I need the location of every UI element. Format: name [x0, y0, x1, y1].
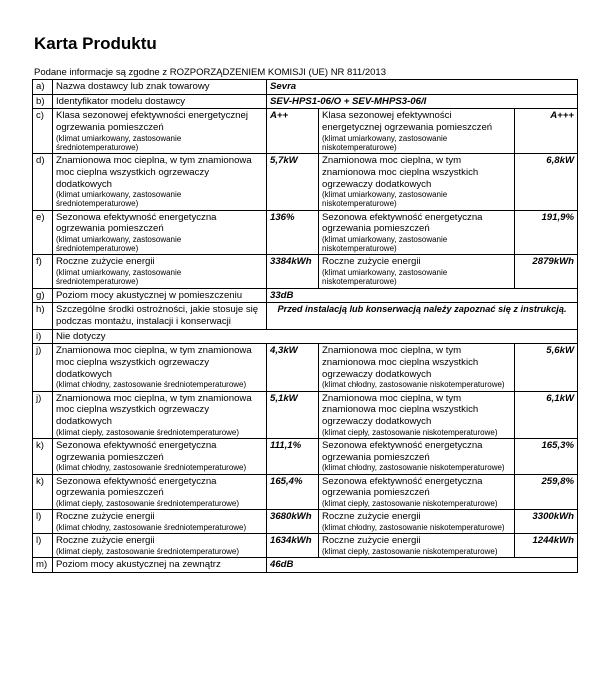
row-letter: e) — [33, 210, 53, 255]
row-label-low-temp — [319, 391, 515, 438]
row-label — [53, 510, 267, 534]
row-label-note: (klimat ciepły, zastosowanie średniotemperaturowe) — [56, 546, 240, 556]
row-value: SEV-HPS1-06/O + SEV-MHPS3-06/I — [267, 94, 578, 109]
row-label-low-temp — [319, 109, 515, 154]
row-letter: h) — [33, 303, 53, 329]
row-letter: m) — [33, 557, 53, 572]
row-label-note: (klimat chłodny, zastosowanie średniotemperaturowe) — [56, 463, 247, 473]
row-label-note: (klimat umiarkowany, zastosowanie niskotemperaturowe) — [322, 133, 448, 152]
row-label-text: Roczne zużycie energii — [322, 511, 421, 523]
row-label-low-temp — [319, 438, 515, 474]
row-label-low-temp — [319, 474, 515, 510]
table-row — [33, 557, 578, 572]
table-row — [33, 288, 578, 303]
row-label-text: Sezonowa efektywność energetyczna ogrzewania pomieszczeń — [56, 211, 217, 235]
table-row — [33, 329, 578, 344]
row-letter: b) — [33, 94, 53, 109]
row-label-text: Sezonowa efektywność energetyczna ogrzewania pomieszczeń — [322, 439, 483, 463]
row-value: 165,4% — [267, 474, 319, 510]
row-value: A++ — [267, 109, 319, 154]
row-value: Sevra — [267, 80, 578, 95]
row-label-note: (klimat ciepły, zastosowanie niskotemperaturowe) — [322, 546, 498, 556]
row-value: 46dB — [267, 557, 578, 572]
row-value-low-temp: 1244kWh — [515, 534, 578, 558]
row-value-low-temp: 191,9% — [515, 210, 578, 255]
table-row — [33, 391, 578, 438]
row-label — [53, 344, 267, 391]
table-row — [33, 210, 578, 255]
table-row — [33, 534, 578, 558]
row-label-text: Roczne zużycie energii — [322, 535, 421, 547]
table-row — [33, 109, 578, 154]
row-letter: k) — [33, 438, 53, 474]
row-label-text: Roczne zużycie energii — [56, 511, 155, 523]
row-letter: j) — [33, 344, 53, 391]
product-sheet-table — [32, 79, 578, 573]
row-label-note: (klimat ciepły, zastosowanie średniotemperaturowe) — [56, 427, 240, 437]
row-label-note: (klimat chłodny, zastosowanie średniotemperaturowe) — [56, 380, 247, 390]
row-label: Szczególne środki ostrożności, jakie stosuje się podczas montażu, instalacji i konserwacji — [53, 303, 267, 329]
row-label — [53, 438, 267, 474]
table-row — [33, 255, 578, 288]
row-label-note: (klimat chłodny, zastosowanie niskotemperaturowe) — [322, 522, 505, 532]
row-label-text: Sezonowa efektywność energetyczna ogrzewania pomieszczeń — [322, 211, 483, 235]
row-label-note: (klimat umiarkowany, zastosowanie średniotemperaturowe) — [56, 133, 182, 152]
row-label-note: (klimat umiarkowany, zastosowanie średniotemperaturowe) — [56, 235, 182, 254]
row-value: 3384kWh — [267, 255, 319, 288]
row-label-note: (klimat chłodny, zastosowanie niskotemperaturowe) — [322, 463, 505, 473]
row-label-note: (klimat ciepły, zastosowanie niskotemperaturowe) — [322, 498, 498, 508]
row-label-text: Klasa sezonowej efektywności energetycznej ogrzewania pomieszczeń — [322, 110, 493, 134]
row-label-note: (klimat chłodny, zastosowanie niskotemperaturowe) — [322, 380, 505, 390]
row-label-low-temp — [319, 154, 515, 210]
row-label-note: (klimat chłodny, zastosowanie średniotemperaturowe) — [56, 522, 247, 532]
row-label-text: Roczne zużycie energii — [56, 256, 155, 268]
row-value: 136% — [267, 210, 319, 255]
row-value: Przed instalacją lub konserwacją należy zapoznać się z instrukcją. — [267, 303, 578, 329]
row-value: 3680kWh — [267, 510, 319, 534]
row-label-low-temp — [319, 255, 515, 288]
row-value: 33dB — [267, 288, 578, 303]
row-label-text: Znamionowa moc cieplna, w tym znamionowa moc cieplna wszystkich ogrzewaczy dodatkowych — [322, 392, 479, 428]
row-label — [53, 210, 267, 255]
row-letter: c) — [33, 109, 53, 154]
row-letter: l) — [33, 510, 53, 534]
row-label: Poziom mocy akustycznej w pomieszczeniu — [53, 288, 267, 303]
row-label-note: (klimat umiarkowany, zastosowanie niskotemperaturowe) — [322, 268, 448, 287]
row-value-low-temp: 165,3% — [515, 438, 578, 474]
row-label-text: Znamionowa moc cieplna, w tym znamionowa moc cieplna wszystkich ogrzewaczy dodatkowych — [56, 155, 252, 190]
row-letter: k) — [33, 474, 53, 510]
row-letter: f) — [33, 255, 53, 288]
row-value: 5,7kW — [267, 154, 319, 210]
row-label-note: (klimat umiarkowany, zastosowanie niskotemperaturowe) — [322, 190, 448, 209]
row-label — [53, 109, 267, 154]
row-letter: j) — [33, 391, 53, 438]
row-label: Nie dotyczy — [53, 329, 578, 344]
row-letter: a) — [33, 80, 53, 95]
row-label-text: Znamionowa moc cieplna, w tym znamionowa moc cieplna wszystkich ogrzewaczy dodatkowych — [322, 155, 479, 190]
row-label-text: Sezonowa efektywność energetyczna ogrzewania pomieszczeń — [322, 475, 483, 499]
row-value-low-temp: 6,8kW — [515, 154, 578, 210]
row-value: 5,1kW — [267, 391, 319, 438]
table-row — [33, 344, 578, 391]
row-label-low-temp — [319, 210, 515, 255]
row-label-note: (klimat ciepły, zastosowanie średniotemperaturowe) — [56, 498, 240, 508]
row-label-note: (klimat ciepły, zastosowanie niskotemperaturowe) — [322, 427, 498, 437]
regulation-note: Podane informacje są zgodne z ROZPORZĄDZENIEM KOMISJI (UE) NR 811/2013 — [34, 67, 386, 78]
row-label-low-temp — [319, 534, 515, 558]
row-label-text: Znamionowa moc cieplna, w tym znamionowa moc cieplna wszystkich ogrzewaczy dodatkowych — [56, 392, 252, 428]
row-value-low-temp: 3300kWh — [515, 510, 578, 534]
row-label — [53, 534, 267, 558]
row-label: Poziom mocy akustycznej na zewnątrz — [53, 557, 267, 572]
row-label-text: Znamionowa moc cieplna, w tym znamionowa moc cieplna wszystkich ogrzewaczy dodatkowych — [322, 345, 479, 380]
row-label: Nazwa dostawcy lub znak towarowy — [53, 80, 267, 95]
row-letter: i) — [33, 329, 53, 344]
row-value-low-temp: A+++ — [515, 109, 578, 154]
table-row — [33, 474, 578, 510]
row-label-text: Sezonowa efektywność energetyczna ogrzewania pomieszczeń — [56, 475, 217, 499]
row-label-low-temp — [319, 344, 515, 391]
row-label — [53, 154, 267, 210]
row-value-low-temp: 2879kWh — [515, 255, 578, 288]
row-label-text: Klasa sezonowej efektywności energetycznej ogrzewania pomieszczeń — [56, 110, 248, 134]
row-letter: g) — [33, 288, 53, 303]
row-label — [53, 474, 267, 510]
table-row — [33, 303, 578, 329]
row-value-low-temp: 5,6kW — [515, 344, 578, 391]
row-label-note: (klimat umiarkowany, zastosowanie niskotemperaturowe) — [322, 235, 448, 254]
table-row — [33, 154, 578, 210]
row-label-low-temp — [319, 510, 515, 534]
row-letter: l) — [33, 534, 53, 558]
row-label-note: (klimat umiarkowany, zastosowanie średniotemperaturowe) — [56, 190, 182, 209]
table-row — [33, 80, 578, 95]
page-title: Karta Produktu — [34, 34, 157, 53]
row-label — [53, 255, 267, 288]
row-value-low-temp: 6,1kW — [515, 391, 578, 438]
row-label-text: Sezonowa efektywność energetyczna ogrzewania pomieszczeń — [56, 439, 217, 463]
table-row — [33, 510, 578, 534]
row-value: 4,3kW — [267, 344, 319, 391]
row-label-text: Roczne zużycie energii — [56, 535, 155, 547]
row-value-low-temp: 259,8% — [515, 474, 578, 510]
row-label-note: (klimat umiarkowany, zastosowanie średniotemperaturowe) — [56, 268, 182, 287]
row-label — [53, 391, 267, 438]
row-value: 111,1% — [267, 438, 319, 474]
row-label-text: Znamionowa moc cieplna, w tym znamionowa moc cieplna wszystkich ogrzewaczy dodatkowych — [56, 345, 252, 380]
row-label-text: Roczne zużycie energii — [322, 256, 421, 268]
row-label: Identyfikator modelu dostawcy — [53, 94, 267, 109]
row-value: 1634kWh — [267, 534, 319, 558]
table-row — [33, 438, 578, 474]
table-row — [33, 94, 578, 109]
row-letter: d) — [33, 154, 53, 210]
